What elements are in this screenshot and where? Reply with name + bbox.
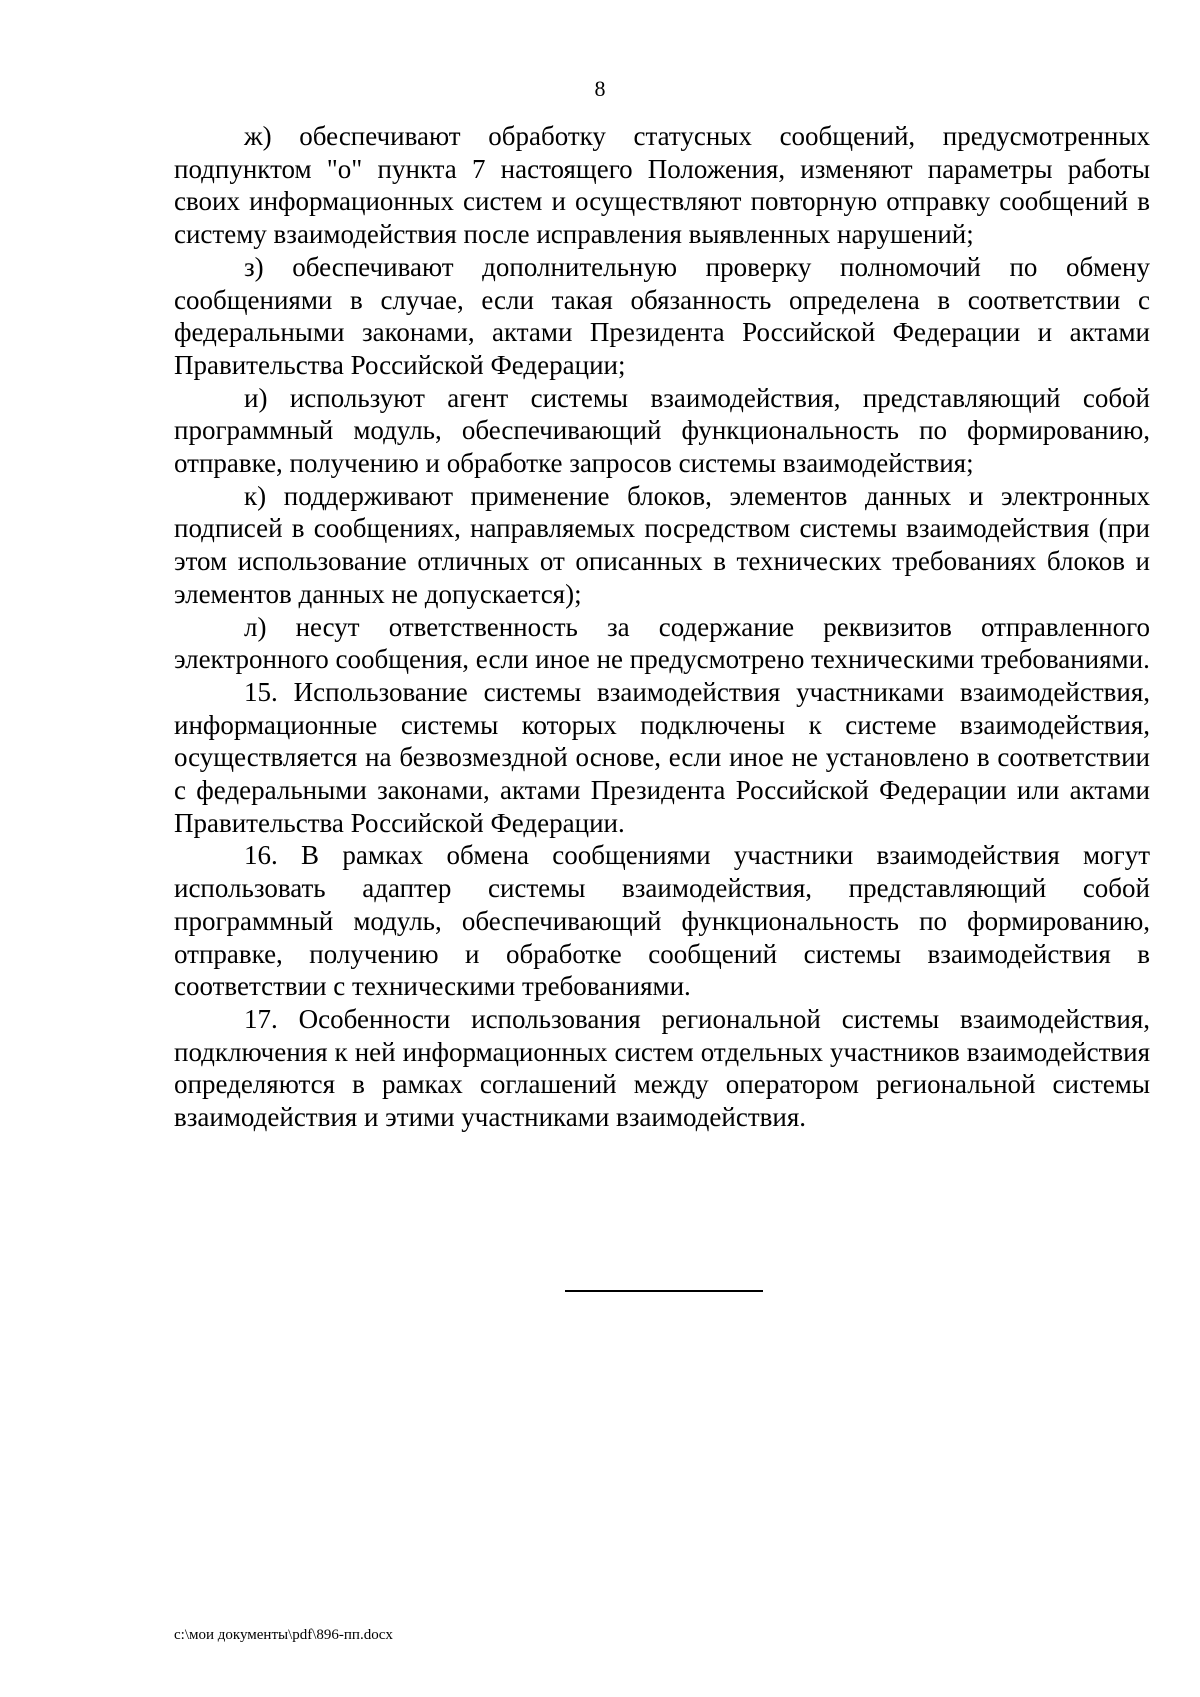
paragraph-15: 15. Использование системы взаимодействия участниками взаимодействия, информационные системы которых подключены к системе взаимодействия, осуществляется на безвозмездной основе, если иное не установлено в соответствии с федеральными законами, актами Президента Российской Федерации или актами Правительства Российской Федерации. — [174, 676, 1150, 838]
paragraph-17: 17. Особенности использования региональной системы взаимодействия, подключения к ней информационных систем отдельных участников взаимодействия определяются в рамках соглашений между оператором региональной системы взаимодействия и этими участниками взаимодействия. — [174, 1003, 1150, 1133]
paragraph-i: и) используют агент системы взаимодействия, представляющий собой программный модуль, обеспечивающий функциональность по формированию, отправке, получению и обработке запросов системы взаимодействия; — [174, 382, 1150, 479]
paragraph-z: з) обеспечивают дополнительную проверку полномочий по обмену сообщениями в случае, если такая обязанность определена в соответствии с федеральными законами, актами Президента Российской Федерации и актами Правительства Российской Федерации; — [174, 251, 1150, 380]
footer-file-path: c:\мои документы\pdf\896-пп.docx — [174, 1627, 393, 1643]
end-separator-line — [565, 1290, 763, 1292]
paragraph-k: к) поддерживают применение блоков, элементов данных и электронных подписей в сообщениях, направляемых посредством системы взаимодействия (при этом использование отличных от описанных в технических требованиях блоков и элементов данных не допускается); — [174, 480, 1150, 609]
document-body — [174, 120, 1150, 1134]
paragraph-16: 16. В рамках обмена сообщениями участники взаимодействия могут использовать адаптер системы взаимодействия, представляющий собой программный модуль, обеспечивающий функциональность по формированию, отправке, получению и обработке сообщений системы взаимодействия в соответствии с техническими требованиями. — [174, 840, 1150, 1002]
paragraph-l: л) несут ответственность за содержание реквизитов отправленного электронного сообщения, если иное не предусмотрено техническими требованиями. — [174, 611, 1150, 675]
page-number: 8 — [594, 76, 606, 101]
paragraph-zh: ж) обеспечивают обработку статусных сообщений, предусмотренных подпунктом "о" пункта 7 настоящего Положения, изменяют параметры работы своих информационных систем и осуществляют повторную отправку сообщений в систему взаимодействия после исправления выявленных нарушений; — [174, 121, 1150, 250]
